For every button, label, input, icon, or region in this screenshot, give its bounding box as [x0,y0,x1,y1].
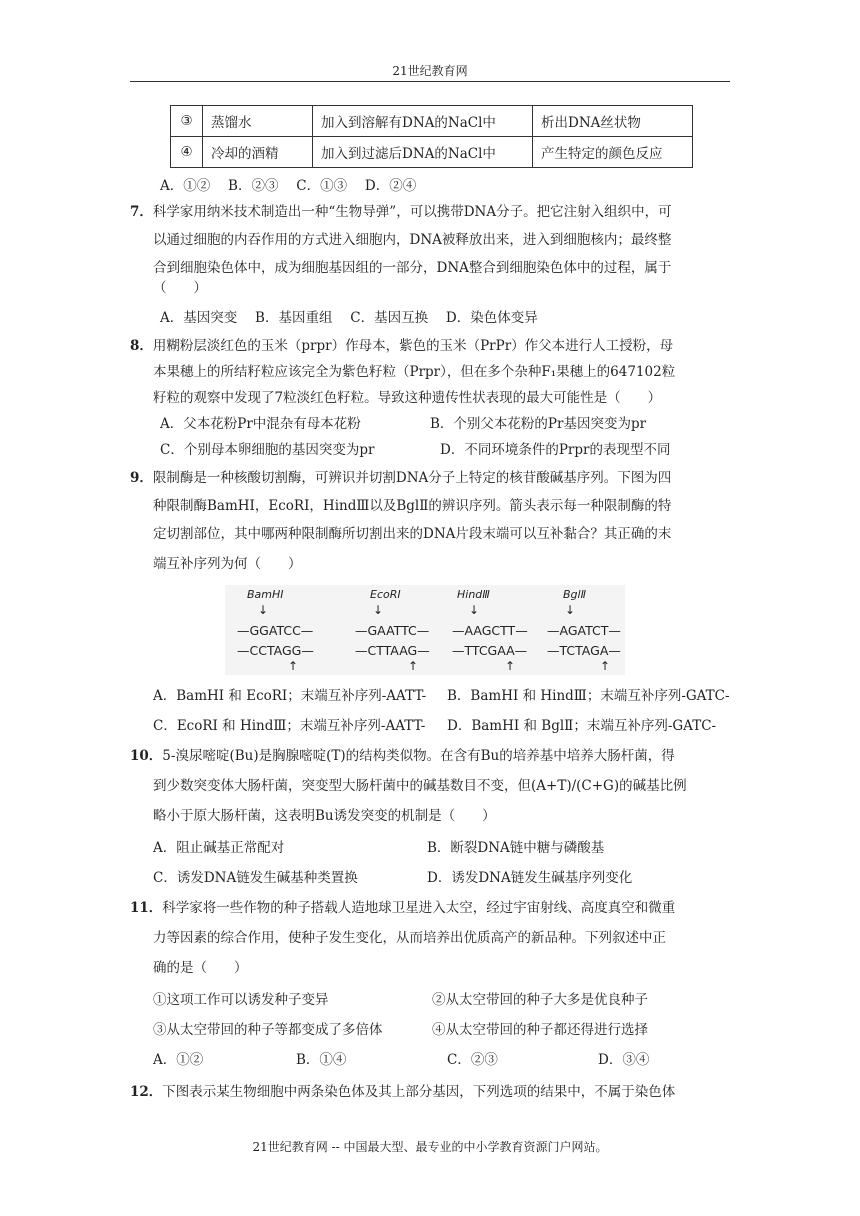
question-number: 7． [130,204,153,220]
q10-stem [130,744,675,764]
down-arrow-icon: ↓ [565,603,576,617]
q9-option-a: A．BamHⅠ 和 EcoRⅠ；末端互补序列-AATT- [153,688,427,704]
q7-line: （ ） [153,280,207,296]
q11-line: 力等因素的综合作用，使种子发生变化，从而培养出优质高产的新品种。下列叙述中正 [153,930,666,946]
table-cell: ③ [171,106,203,137]
q11-statement-4: ④从太空带回的种子都还得进行选择 [432,1022,648,1038]
table-row [171,137,693,168]
q10-line: 5-溴尿嘧啶(Bu)是胸腺嘧啶(T)的结构类似物。在含有Bu的培养基中培养大肠杆菌，得 [162,748,675,764]
up-arrow-icon: ↑ [505,659,516,673]
down-arrow-icon: ↓ [373,603,384,617]
q10-line: 到少数突变体大肠杆菌，突变型大肠杆菌中的碱基数目不变，但(A+T)/(C+G)的碱基比例 [153,778,687,794]
q9-line: 端互补序列为何（ ） [153,556,302,572]
q11-option-a: A．①② [153,1052,204,1068]
enzyme-top-strand: —GGATCC— [237,623,314,638]
table-cell: 冷却的酒精 [203,137,313,168]
table-cell: 加入到溶解有DNA的NaCl中 [313,106,533,137]
q10-line: 略小于原大肠杆菌，这表明Bu诱发突变的机制是（ ） [153,808,496,824]
q8-option-c: C．个别母本卵细胞的基因突变为pr [160,442,375,458]
q9-option-c: C．EcoRⅠ 和 HindⅢ；末端互补序列-AATT- [153,718,426,734]
page-header: 21世纪教育网 [392,64,468,78]
enzyme-label-bglii: BglⅡ [563,588,586,601]
q9-option-d: D．BamHⅠ 和 BglⅡ；末端互补序列-GATC- [447,718,717,734]
restriction-enzyme-diagram [225,585,625,675]
up-arrow-icon: ↑ [408,659,419,673]
q8-line: 籽粒的观察中发现了7粒淡红色籽粒。导致这种遗传性状表现的最大可能性是（ ） [153,390,662,406]
q9-stem [130,466,671,486]
table-cell: 加入到过滤后DNA的NaCl中 [313,137,533,168]
q10-option-d: D．诱发DNA链发生碱基序列变化 [427,870,633,886]
page-footer: 21世纪教育网 -- 中国最大型、最专业的中小学教育资源门户网站。 [252,1140,608,1154]
q7-line: 以通过细胞的内吞作用的方式进入细胞内，DNA被释放出来，进入到细胞核内；最终整 [153,232,672,248]
enzyme-top-strand: —AAGCTT— [452,623,528,638]
q10-option-b: B．断裂DNA链中糖与磷酸基 [427,840,605,856]
q11-statement-3: ③从太空带回的种子等都变成了多倍体 [153,1022,383,1038]
down-arrow-icon: ↓ [469,603,480,617]
q7-line: 合到细胞染色体中，成为细胞基因组的一部分，DNA整合到细胞染色体中的过程，属于 [153,260,672,276]
enzyme-label-hindiii: HindⅢ [457,588,490,601]
question-number: 12． [130,1084,163,1100]
q10-option-c: C．诱发DNA链发生碱基种类置换 [153,870,358,886]
q8-stem [130,334,673,354]
q8-line: 本果穗上的所结籽粒应该完全为紫色籽粒（Prpr），但在多个杂种F₁果穗上的647102粒 [153,364,676,380]
q11-line: 科学家将一些作物的种子搭载人造地球卫星进入太空，经过宇宙射线、高度真空和微重 [162,900,676,916]
q9-line: 定切割部位，其中哪两种限制酶所切割出来的DNA片段末端可以互补黏合？其正确的末 [153,526,672,542]
q8-option-d: D．不同环境条件的Prpr的表现型不同 [440,442,671,458]
table-cell: 析出DNA丝状物 [533,106,693,137]
q9-option-b: B．BamHⅠ 和 HindⅢ；末端互补序列-GATC- [447,688,730,704]
enzyme-bottom-strand: —TCTAGA— [547,643,621,658]
q9-line: 种限制酶BamHⅠ，EcoRⅠ，HindⅢ以及BglⅡ的辨识序列。箭头表示每一种限制酶的特 [153,498,672,514]
question-number: 8． [130,338,153,354]
up-arrow-icon: ↑ [288,659,299,673]
q11-statement-1: ①这项工作可以诱发种子变异 [153,992,329,1008]
question-number: 11． [130,900,163,916]
table-cell: 产生特定的颜色反应 [533,137,693,168]
enzyme-bottom-strand: —CTTAAG— [355,643,430,658]
table-cell: ④ [171,137,203,168]
q11-stem [130,896,675,916]
q7-stem [130,200,672,220]
enzyme-bottom-strand: —CCTAGG— [237,643,314,658]
q9-line: 限制酶是一种核酸切割酶，可辨识并切割DNA分子上特定的核苷酸碱基序列。下图为四 [152,470,672,486]
table-row [171,106,693,137]
enzyme-top-strand: —GAATTC— [355,623,430,638]
q7-line: 科学家用纳米技术制造出一种“生物导弹”，可以携带DNA分子。把它注射入组织中，可 [152,204,672,220]
up-arrow-icon: ↑ [600,659,611,673]
q12-line: 下图表示某生物细胞中两条染色体及其上部分基因，下列选项的结果中，不属于染色体 [162,1084,676,1100]
q6-options: A．①② B．②③ C．①③ D．②④ [160,178,417,194]
enzyme-label-ecori: EcoRⅠ [370,588,401,601]
enzyme-bottom-strand: —TTCGAA— [452,643,528,658]
q11-line: 确的是（ ） [153,960,248,976]
down-arrow-icon: ↓ [258,603,269,617]
question-number: 10． [130,748,163,764]
q11-statement-2: ②从太空带回的种子大多是优良种子 [432,992,648,1008]
question-number: 9． [130,470,153,486]
reagent-table [170,105,693,168]
table-cell: 蒸馏水 [203,106,313,137]
q8-option-b: B．个别父本花粉的Pr基因突变为pr [430,416,647,432]
header-divider [130,81,730,82]
q11-option-d: D．③④ [598,1052,650,1068]
enzyme-label-bamhi: BamHⅠ [247,588,284,601]
q11-option-c: C．②③ [447,1052,498,1068]
q11-option-b: B．①④ [296,1052,347,1068]
q8-line: 用糊粉层淡红色的玉米（prpr）作母本，紫色的玉米（PrPr）作父本进行人工授粉，母 [152,338,674,354]
q12-stem [130,1080,675,1100]
q7-options: A．基因突变 B．基因重组 C．基因互换 D．染色体变异 [160,310,538,326]
q8-option-a: A．父本花粉Pr中混杂有母本花粉 [160,416,361,432]
q10-option-a: A．阻止碱基正常配对 [153,840,285,856]
enzyme-top-strand: —AGATCT— [547,623,621,638]
